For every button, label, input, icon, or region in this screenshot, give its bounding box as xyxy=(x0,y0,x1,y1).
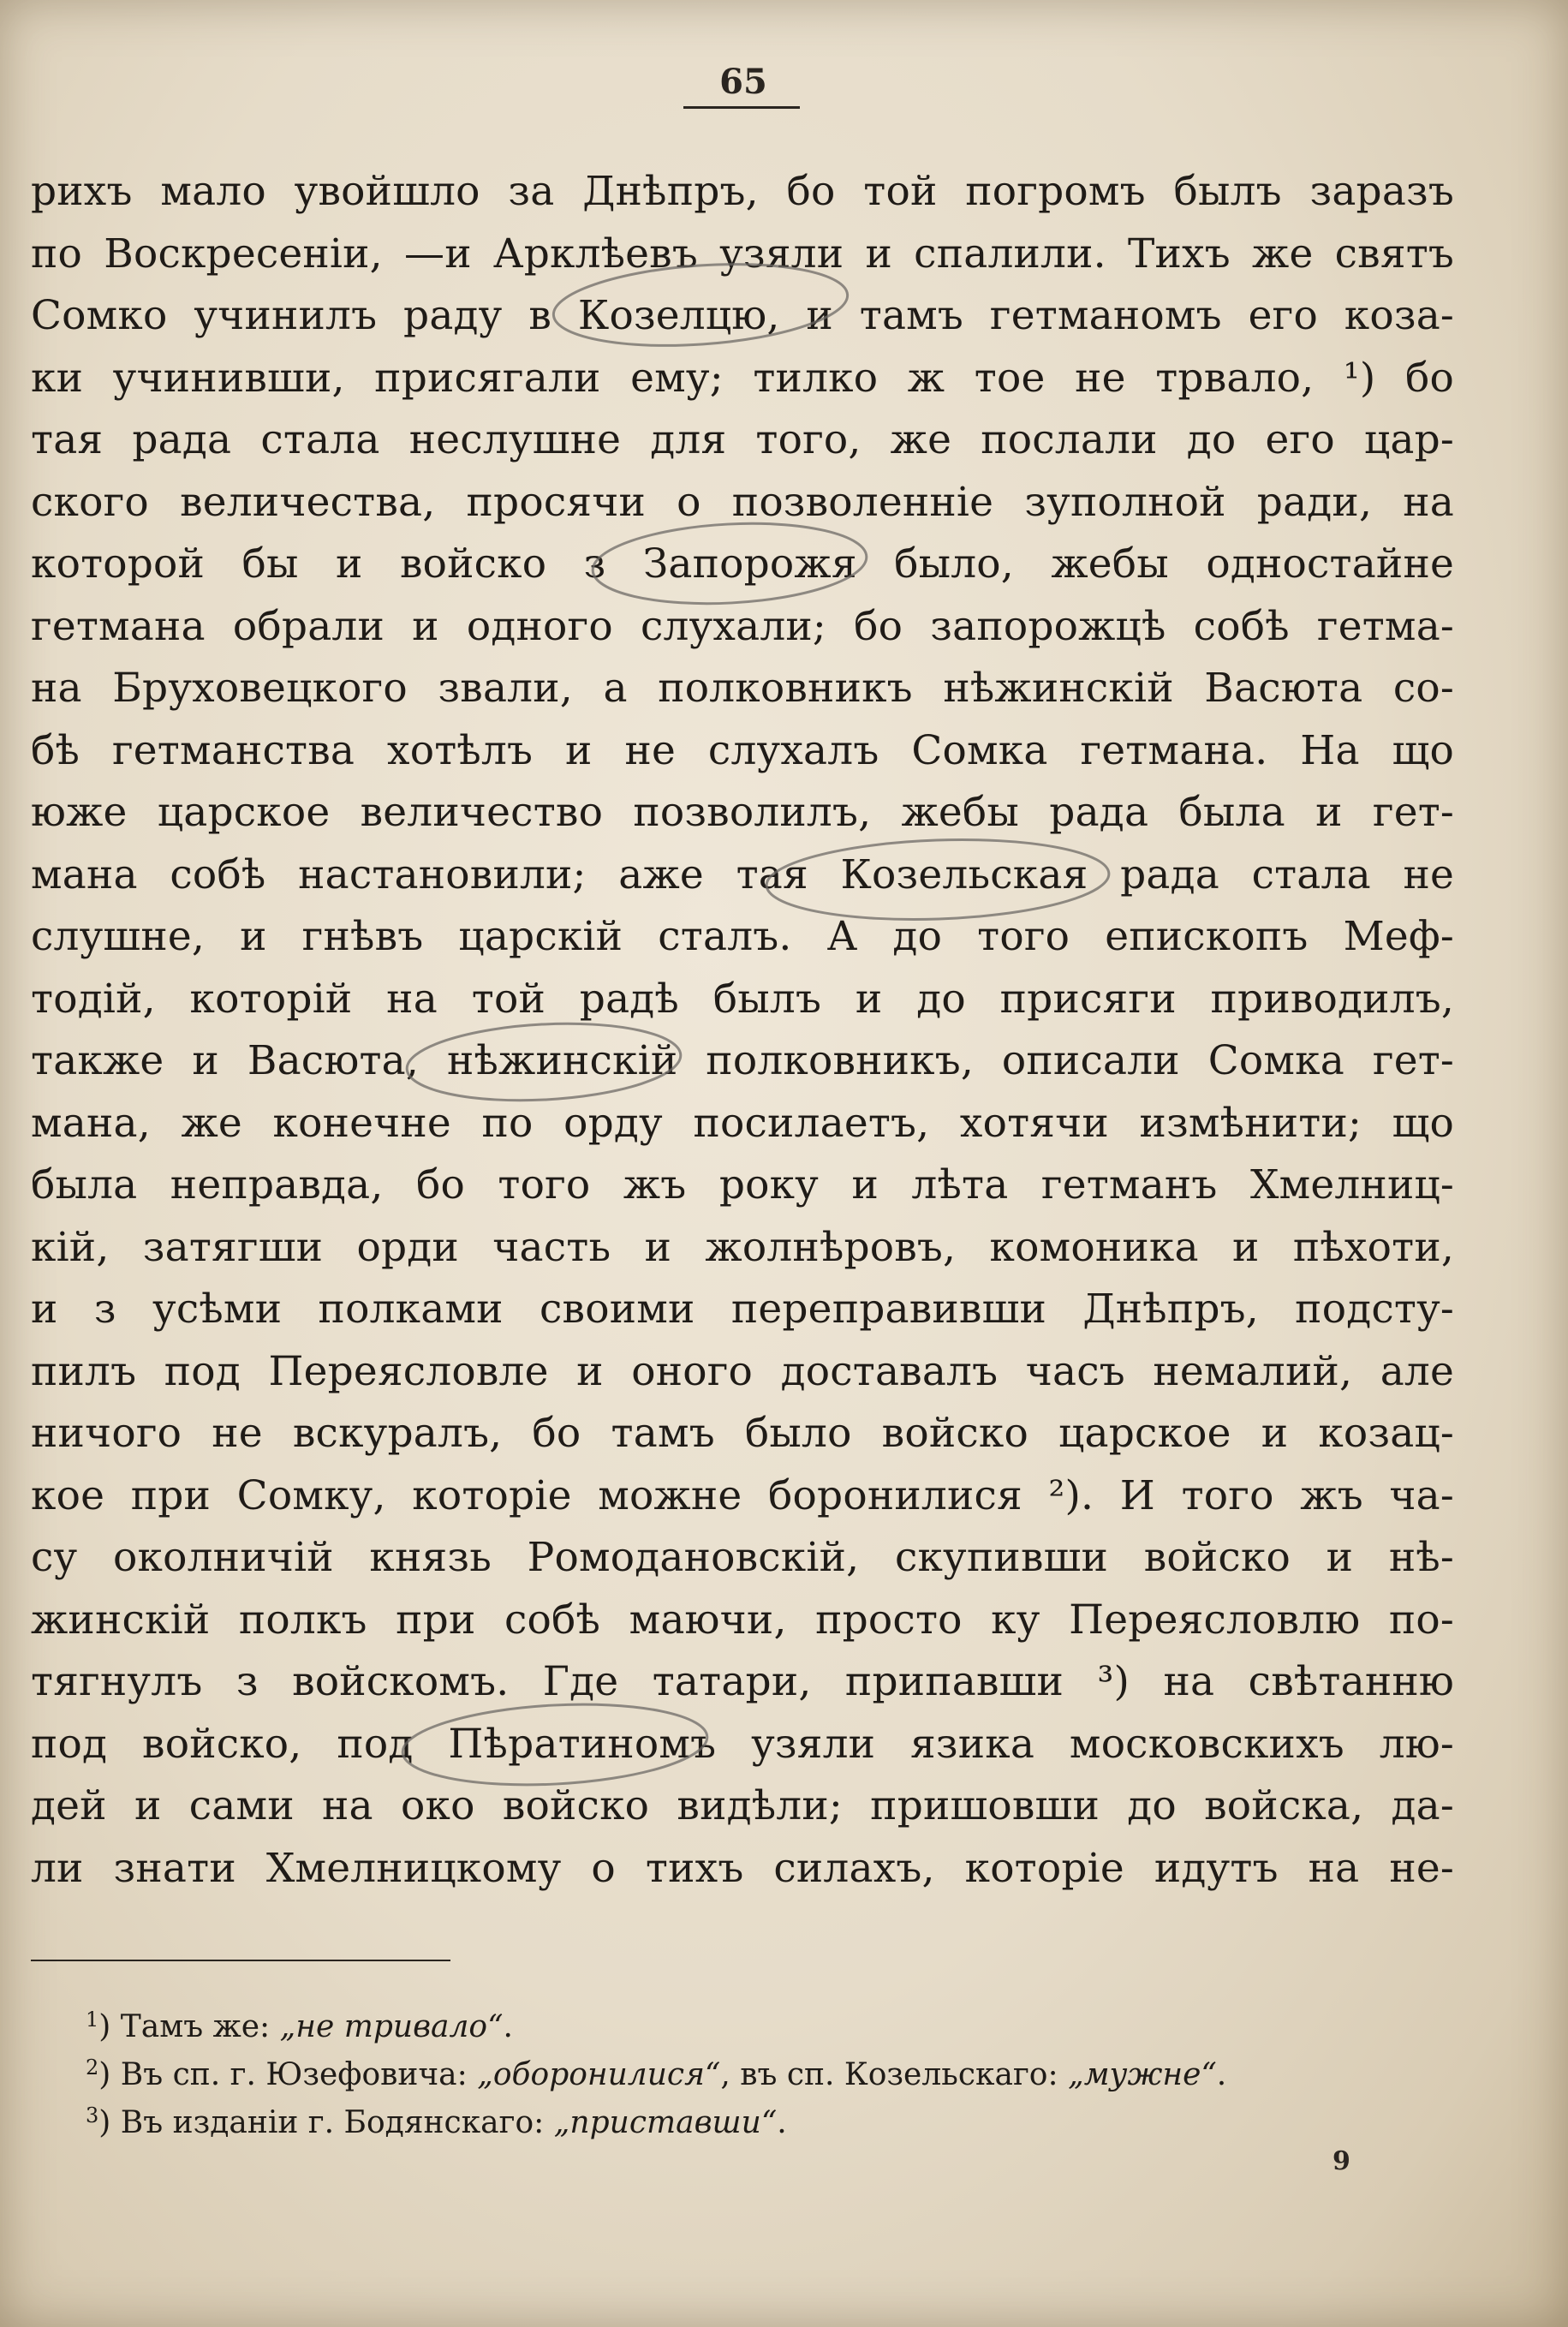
text-line: которой бы и войско з Запорожя было, жебы одностайне xyxy=(31,540,1454,588)
text-line: рихъ мало увойшло за Днѣпръ, бо той погромъ былъ заразъ xyxy=(31,168,1454,215)
text-line: также и Васюта, нѣжинскій полковникъ, описали Сомка гет- xyxy=(31,1037,1454,1084)
text-line: кій, затягши орди часть и жолнѣровъ, комоника и пѣхоти, xyxy=(31,1223,1454,1271)
text-line: ского величества, просячи о позволенніе зуполной ради, на xyxy=(31,478,1454,526)
footnote-quote: „мужне“ xyxy=(1068,2057,1217,2092)
text-line: жинскій полкъ при собѣ маючи, просто ку Переясловлю по- xyxy=(31,1596,1454,1644)
text-line: гетмана обрали и одного слухали; бо запорожцѣ собѣ гетма- xyxy=(31,602,1454,650)
footnote-mark: 3 xyxy=(86,2103,99,2127)
page-number: 65 xyxy=(719,62,767,102)
text-line: на Бруховецкого звали, а полковникъ нѣжинскій Васюта со- xyxy=(31,665,1454,712)
text-line: тягнулъ з войскомъ. Где татари, припавши ³) на свѣтанню xyxy=(31,1658,1454,1705)
footnote-quote: „не тривало“ xyxy=(279,2009,504,2044)
footnote-text: . xyxy=(1216,2057,1227,2092)
footnote-text: ) Въ сп. г. Юзефовича: xyxy=(98,2057,478,2092)
footnote-quote: „оборонилися“ xyxy=(477,2057,721,2092)
sheet-signature: 9 xyxy=(1333,2146,1350,2176)
text-line: была неправда, бо того жъ року и лѣта гетманъ Хмелниц- xyxy=(31,1161,1454,1208)
footnote-2 xyxy=(86,2044,1456,2091)
footnote-text: , въ сп. Козельскаго: xyxy=(720,2057,1069,2092)
text-line: бѣ гетманства хотѣлъ и не слухалъ Сомка гетмана. На що xyxy=(31,726,1454,774)
text-line: юже царское величество позволилъ, жебы рада была и гет- xyxy=(31,789,1454,836)
body-text xyxy=(31,161,1454,1900)
footnotes xyxy=(86,1996,1456,2139)
text-line: кое при Сомку, которіе можне боронилися ²). И того жъ ча- xyxy=(31,1471,1454,1519)
text-line: под войско, под Пѣратиномъ узяли язика московскихъ лю- xyxy=(31,1720,1454,1768)
text-line: дей и сами на око войско видѣли; пришовши до войска, да- xyxy=(31,1782,1454,1829)
footnote-3 xyxy=(86,2091,1456,2139)
text-line: слушне, и гнѣвъ царскій сталъ. А до того епископъ Меф- xyxy=(31,913,1454,960)
footnote-text: ) Тамъ же: xyxy=(98,2009,280,2044)
footnote-text: . xyxy=(503,2009,513,2044)
text-line: су околничій князь Ромодановскій, скупивши войско и нѣ- xyxy=(31,1534,1454,1581)
footnote-mark: 1 xyxy=(86,2008,99,2032)
footnote-mark: 2 xyxy=(86,2056,99,2079)
footnote-text: . xyxy=(777,2105,787,2140)
text-line: и з усѣми полками своими переправивши Днѣпръ, подсту- xyxy=(31,1286,1454,1333)
text-line: мана, же конечне по орду посилаетъ, хотячи измѣнити; що xyxy=(31,1099,1454,1147)
text-line: ли знати Хмелницкому о тихъ силахъ, которіе идутъ на не- xyxy=(31,1844,1454,1892)
text-line: Сомко учинилъ раду в Козелцю, и тамъ гетманомъ его коза- xyxy=(31,292,1454,339)
text-line: ничого не вскуралъ, бо тамъ было войско царское и козац- xyxy=(31,1410,1454,1457)
footnote-text: ) Въ изданіи г. Бодянскаго: xyxy=(98,2105,554,2140)
text-line: пилъ под Переясловле и оного доставалъ часъ немалий, але xyxy=(31,1347,1454,1395)
text-line: тодій, которій на той радѣ былъ и до присяги приводилъ, xyxy=(31,975,1454,1023)
text-line: мана собѣ настановили; аже тая Козельская рада стала не xyxy=(31,850,1454,898)
footnote-separator xyxy=(31,1960,450,1961)
text-line: по Воскресеніи, —и Арклѣевъ узяли и спалили. Тихъ же святъ xyxy=(31,230,1454,277)
page-number-underline xyxy=(683,106,800,109)
footnote-1 xyxy=(86,1996,1456,2044)
footnote-quote: „приставши“ xyxy=(553,2105,778,2140)
text-line: ки учинивши, присягали ему; тилко ж тое не трвало, ¹) бо xyxy=(31,354,1454,402)
text-line: тая рада стала неслушне для того, же послали до его цар- xyxy=(31,416,1454,463)
